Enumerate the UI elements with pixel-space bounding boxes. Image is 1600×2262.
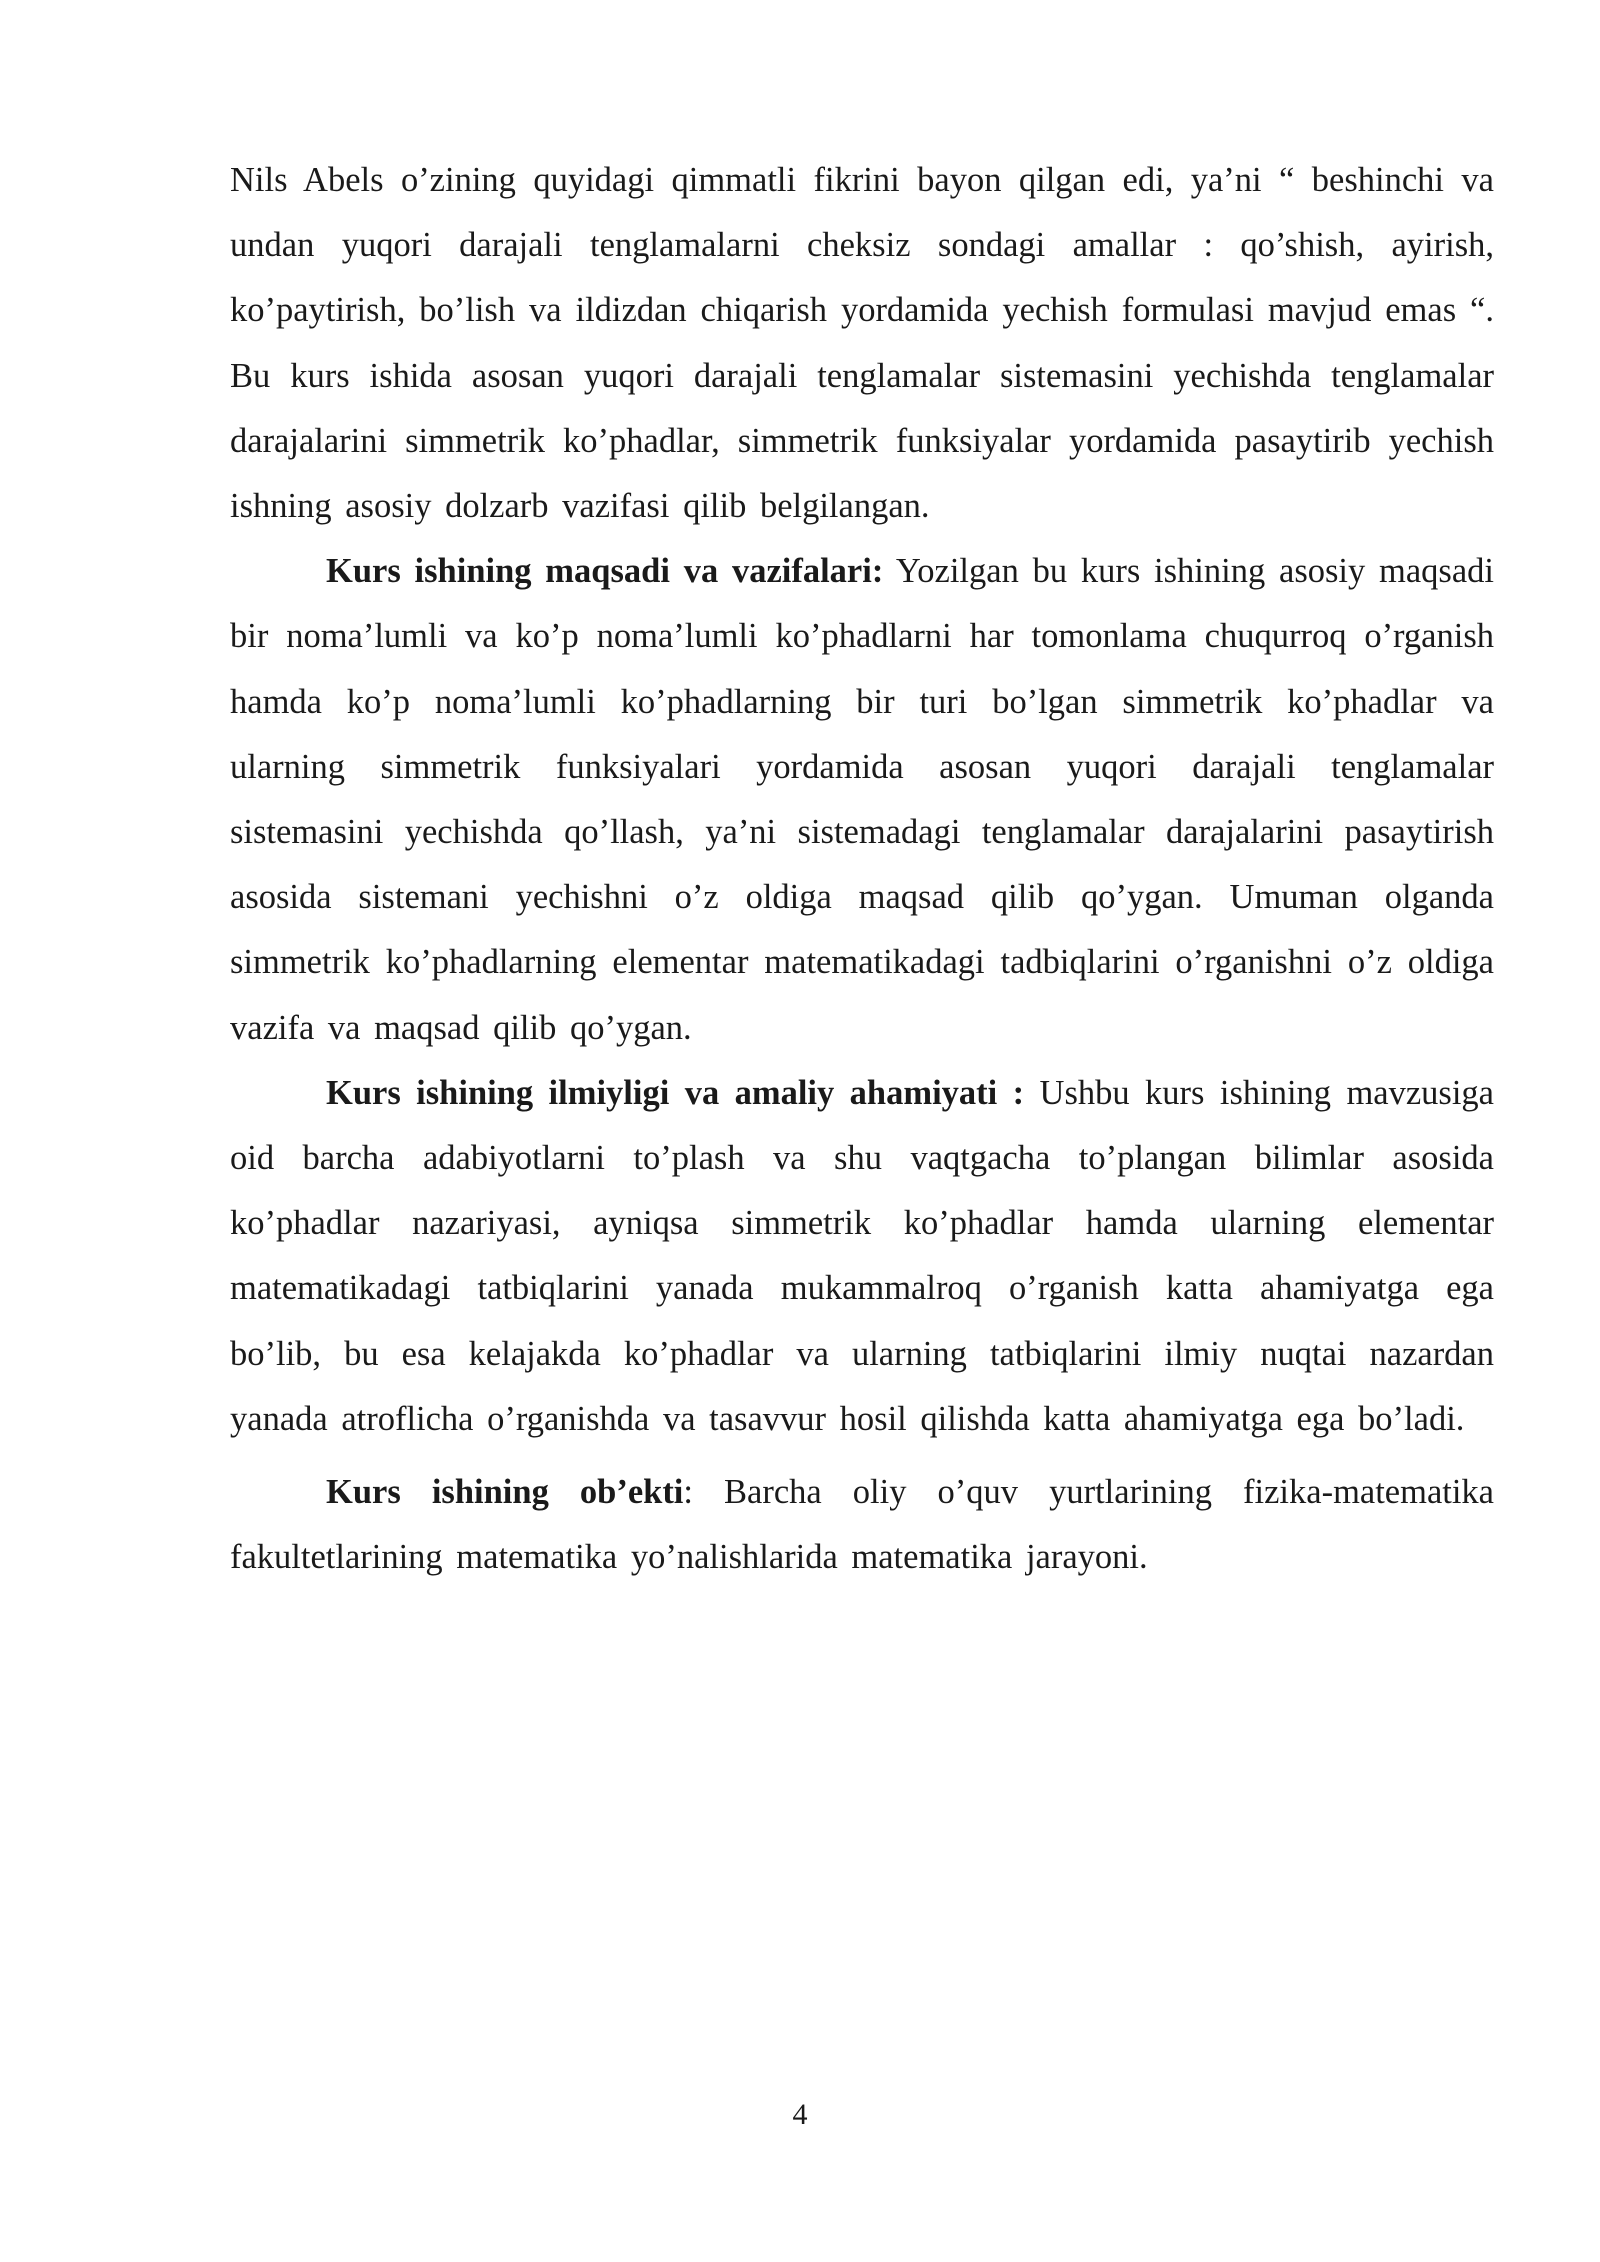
paragraph-goals bbox=[230, 539, 1494, 1061]
page-number: 4 bbox=[792, 2098, 808, 2131]
paragraph-significance bbox=[230, 1061, 1494, 1452]
paragraph-heading: Kurs ishining maqsadi va vazifalari: bbox=[326, 552, 884, 591]
paragraph-intro bbox=[230, 148, 1494, 539]
paragraph-text: Ushbu kurs ishining mavzusiga oid barcha adabiyotlarni to’plash va shu vaqtgacha to’plangan bilimlar asosida ko’phadlar nazariyasi, ayniqsa simmetrik ko’phadlar hamda ularning elementar matematikadagi tatbiqlarini yanada mukammalroq o’rganish katta ahamiyatga ega bo’lib, bu esa kelajakda ko’phadlar va ularning tatbiqlarini ilmiy nuqtai nazardan yanada atroflicha o’rganishda va tasavvur hosil qilishda katta ahamiyatga ega bo’ladi. bbox=[230, 1073, 1494, 1438]
paragraph-text: : Barcha oliy o’quv yurtlarining fizika-matematika fakultetlarining matematika yo’nalishlarida matematika jarayoni. bbox=[230, 1473, 1494, 1577]
paragraph-object bbox=[230, 1460, 1494, 1590]
paragraph-heading: Kurs ishining ob’ekti bbox=[326, 1473, 684, 1512]
paragraph-text: Nils Abels o’zining quyidagi qimmatli fikrini bayon qilgan edi, ya’ni “ beshinchi va undan yuqori darajali tenglamalarni cheksiz sondagi amallar : qo’shish, ayirish, ko’paytirish, bo’lish va ildizdan chiqarish yordamida yechish formulasi mavjud emas “. Bu kurs ishida asosan yuqori darajali tenglamalar sistemasini yechishda tenglamalar darajalarini simmetrik ko’phadlar, simmetrik funksiyalar yordamida pasaytirib yechish ishning asosiy dolzarb vazifasi qilib belgilangan. bbox=[230, 161, 1494, 526]
document-body bbox=[230, 148, 1494, 1590]
paragraph-text: Yozilgan bu kurs ishining asosiy maqsadi bir noma’lumli va ko’p noma’lumli ko’phadlarni har tomonlama chuqurroq o’rganish hamda ko’p noma’lumli ko’phadlarning bir turi bo’lgan simmetrik ko’phadlar va ularning simmetrik funksiyalari yordamida asosan yuqori darajali tenglamalar sistemasini yechishda qo’llash, ya’ni sistemadagi tenglamalar darajalarini pasaytirish asosida sistemani yechishni o’z oldiga maqsad qilib qo’ygan. Umuman olganda simmetrik ko’phadlarning elementar matematikadagi tadbiqlarini o’rganishni o’z oldiga vazifa va maqsad qilib qo’ygan. bbox=[230, 552, 1494, 1047]
paragraph-heading: Kurs ishining ilmiyligi va amaliy ahamiyati : bbox=[326, 1073, 1025, 1112]
